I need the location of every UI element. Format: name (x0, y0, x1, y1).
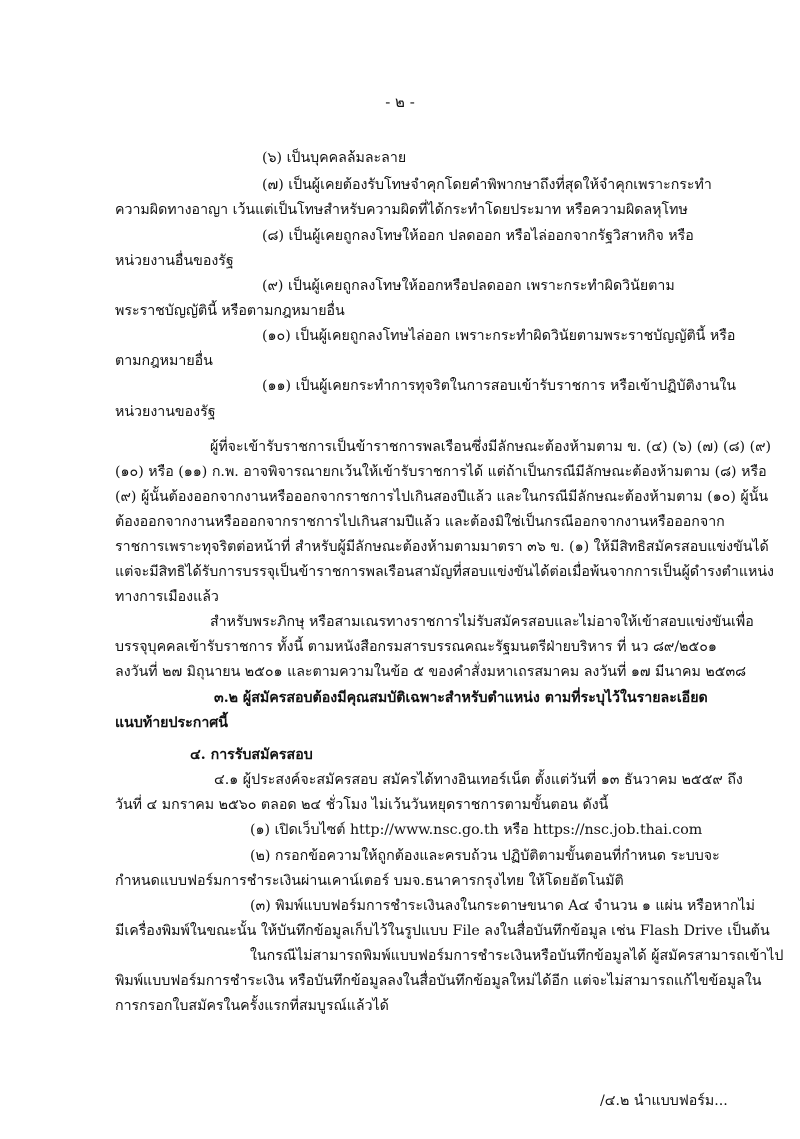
text-line: (๙) เป็นผู้เคยถูกลงโทษให้ออกหรือปลดออก เพราะกระทำผิดวินัยตาม (262, 278, 675, 294)
text-line: ทางการเมืองแล้ว (115, 589, 219, 605)
page-number: - ๒ - (385, 93, 415, 111)
text-line: (๖) เป็นบุคคลล้มละลาย (262, 150, 407, 166)
text-line: (๑) เปิดเว็บไซต์ http://www.nsc.go.th หรือ https://nsc.job.thai.com (250, 822, 703, 838)
text-line: ๔.๑ ผู้ประสงค์จะสมัครสอบ สมัครได้ทางอินเทอร์เน็ต ตั้งแต่วันที่ ๑๓ ธันวาคม ๒๕๕๙ ถึง (214, 772, 743, 788)
text-line: (๘) เป็นผู้เคยถูกลงโทษให้ออก ปลดออก หรือไล่ออกจากรัฐวิสาหกิจ หรือ (262, 228, 694, 244)
text-line: ความผิดทางอาญา เว้นแต่เป็นโทษสำหรับความผิดที่ได้กระทำโดยประมาท หรือความผิดลหุโทษ (115, 202, 688, 218)
text-line: หน่วยงานอื่นของรัฐ (115, 253, 234, 269)
text-line: การกรอกใบสมัครในครั้งแรกที่สมบูรณ์แล้วได้ (115, 998, 389, 1014)
text-line: (๑๐) หรือ (๑๑) ก.พ. อาจพิจารณายกเว้นให้เข้ารับราชการได้ แต่ถ้าเป็นกรณีมีลักษณะต้องห้ามตาม (๘) หรือ (115, 464, 767, 480)
text-line: (๑๐) เป็นผู้เคยถูกลงโทษไล่ออก เพราะกระทำผิดวินัยตามพระราชบัญญัตินี้ หรือ (262, 328, 736, 344)
text-line: สำหรับพระภิกษุ หรือสามเณรทางราชการไม่รับสมัครสอบและไม่อาจให้เข้าสอบแข่งขันเพื่อ (210, 614, 754, 630)
text-line: ลงวันที่ ๒๗ มิถุนายน ๒๕๐๑ และตามความในข้อ ๕ ของคำสั่งมหาเถรสมาคม ลงวันที่ ๑๗ มีนาคม ๒๕๓๘ (115, 664, 747, 680)
text-line: หน่วยงานของรัฐ (115, 404, 216, 420)
text-line: ราชการเพราะทุจริตต่อหน้าที่ สำหรับผู้มีลักษณะต้องห้ามตามมาตรา ๓๖ ข. (๑) ให้มีสิทธิสมัครสอบแข่งขันได้ (115, 539, 769, 555)
text-line: พระราชบัญญัตินี้ หรือตามกฎหมายอื่น (115, 303, 345, 319)
text-line: มีเครื่องพิมพ์ในขณะนั้น ให้บันทึกข้อมูลเก็บไว้ในรูปแบบ File ลงในสื่อบันทึกข้อมูล เช่น Flash Drive เป็นต้น (115, 923, 770, 939)
section-heading: ๓.๒ ผู้สมัครสอบต้องมีคุณสมบัติเฉพาะสำหรับตำแหน่ง ตามที่ระบุไว้ในรายละเอียด (214, 690, 708, 706)
continuation-footer: /๔.๒ นำแบบฟอร์ม... (600, 1093, 728, 1109)
text-line: (๑๑) เป็นผู้เคยกระทำการทุจริตในการสอบเข้ารับราชการ หรือเข้าปฏิบัติงานใน (262, 378, 736, 394)
text-line: (๒) กรอกข้อความให้ถูกต้องและครบถ้วน ปฏิบัติตามขั้นตอนที่กำหนด ระบบจะ (250, 848, 720, 864)
text-line: ผู้ที่จะเข้ารับราชการเป็นข้าราชการพลเรือนซึ่งมีลักษณะต้องห้ามตาม ข. (๔) (๖) (๗) (๘) (๙) (210, 439, 772, 455)
text-line: (๗) เป็นผู้เคยต้องรับโทษจำคุกโดยคำพิพากษาถึงที่สุดให้จำคุกเพราะกระทำ (262, 177, 712, 193)
text-line: (๓) พิมพ์แบบฟอร์มการชำระเงินลงในกระดาษขนาด A๔ จำนวน ๑ แผ่น หรือหากไม่ (250, 898, 755, 914)
text-line: ต้องออกจากงานหรือออกจากราชการไปเกินสามปีแล้ว และต้องมิใช่เป็นกรณีออกจากงานหรือออกจาก (115, 514, 725, 530)
text-line: บรรจุบุคคลเข้ารับราชการ ทั้งนี้ ตามหนังสือกรมสารบรรณคณะรัฐมนตรีฝ่ายบริหาร ที่ นว ๘๙/๒๕๐๑ (115, 639, 717, 655)
text-line: วันที่ ๔ มกราคม ๒๕๖๐ ตลอด ๒๔ ชั่วโมง ไม่เว้นวันหยุดราชการตามขั้นตอน ดังนี้ (115, 797, 609, 813)
text-line: ในกรณีไม่สามารถพิมพ์แบบฟอร์มการชำระเงินหรือบันทึกข้อมูลได้ ผู้สมัครสามารถเข้าไป (250, 948, 784, 964)
text-line: แต่จะมีสิทธิได้รับการบรรจุเป็นข้าราชการพลเรือนสามัญที่สอบแข่งขันได้ต่อเมื่อพ้นจากการเป็นผู้ดำรงตำแหน่ง (115, 564, 774, 580)
section-heading: ๔. การรับสมัครสอบ (190, 747, 313, 763)
text-line: ตามกฎหมายอื่น (115, 353, 213, 369)
text-line: (๙) ผู้นั้นต้องออกจากงานหรือออกจากราชการไปเกินสองปีแล้ว และในกรณีมีลักษณะต้องห้ามตาม (๑๐) ผู้นั้น (115, 489, 769, 505)
text-line: กำหนดแบบฟอร์มการชำระเงินผ่านเคาน์เตอร์ บมจ.ธนาคารกรุงไทย ให้โดยอัตโนมัติ (115, 873, 624, 889)
section-heading: แนบท้ายประกาศนี้ (115, 715, 228, 731)
text-line: พิมพ์แบบฟอร์มการชำระเงิน หรือบันทึกข้อมูลลงในสื่อบันทึกข้อมูลใหม่ได้อีก แต่จะไม่สามารถแก้ไขข้อมูลใน (115, 973, 762, 989)
